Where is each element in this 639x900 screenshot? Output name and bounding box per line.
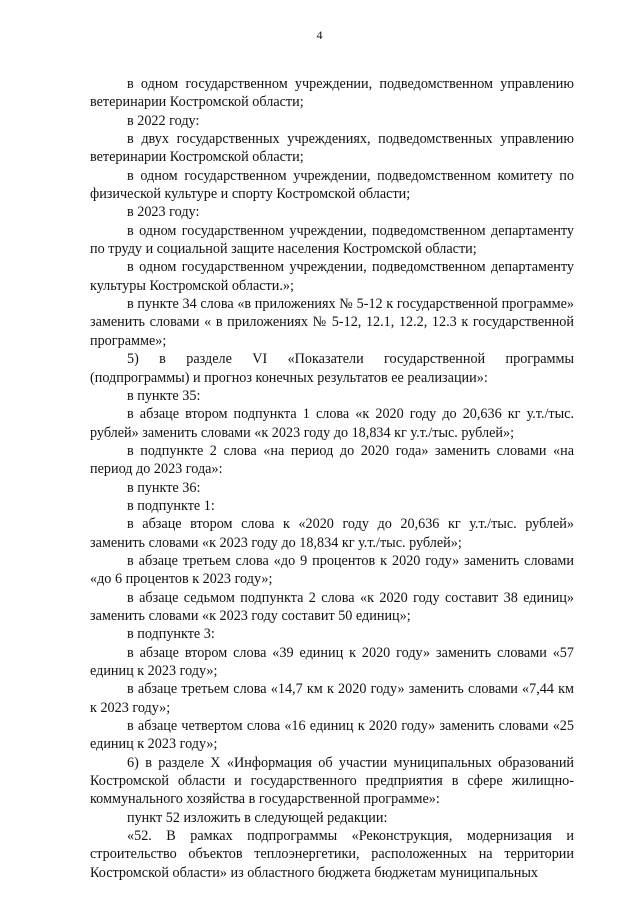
paragraph: в одном государственном учреждении, подведомственном департаменту культуры Костромской области.»; [90, 259, 574, 294]
page-number: 4 [316, 28, 323, 42]
paragraph: в пункте 35: [127, 387, 201, 404]
paragraph: 6) в разделе X «Информация об участии муниципальных образований Костромской области и государственного предприятия в сфере жилищно-коммунального хозяйства в государственной программе»: [90, 754, 574, 808]
paragraph: в абзаце седьмом подпункта 2 слова «к 2020 году составит 38 единиц» заменить словами «к 2023 году составит 50 единиц»; [90, 589, 574, 624]
paragraph: в абзаце четвертом слова «16 единиц к 2020 году» заменить словами «25 единиц к 2023 году»; [90, 718, 574, 753]
paragraph: в одном государственном учреждении, подведомственном департаменту по труду и социальной защите населения Костромской области; [90, 222, 574, 258]
paragraph: в подпункте 3: [127, 626, 215, 643]
paragraph: 5) в разделе VI «Показатели государственной программы (подпрограммы) и прогноз конечных результатов ее реализации»: [90, 351, 574, 386]
paragraph: в одном государственном учреждении, подведомственном комитету по физической культуре и спорту Костромской области; [90, 167, 574, 203]
paragraph: в подпункте 2 слова «на период до 2020 года» заменить словами «на период до 2023 года»: [90, 442, 574, 478]
paragraph: в абзаце третьем слова «14,7 км к 2020 году» заменить словами «7,44 км к 2023 году»; [90, 681, 574, 716]
paragraph: в пункте 34 слова «в приложениях № 5-12 к государственной программе» заменить словами « в приложениях № 5-12, 12.1, 12.2, 12.3 к государственной программе»; [90, 296, 574, 349]
document-body [90, 75, 574, 882]
paragraph: в абзаце втором слова «39 единиц к 2020 году» заменить словами «57 единиц к 2023 году»; [90, 644, 574, 679]
paragraph: в одном государственном учреждении, подведомственном управлению ветеринарии Костромской области; [90, 76, 574, 111]
paragraph: в пункте 36: [127, 479, 201, 496]
paragraph: в абзаце третьем слова «до 9 процентов к 2020 году» заменить словами «до 6 процентов к 2023 году»; [90, 552, 574, 588]
paragraph: в двух государственных учреждениях, подведомственных управлению ветеринарии Костромской области; [90, 131, 574, 166]
paragraph: пункт 52 изложить в следующей редакции: [127, 809, 388, 826]
paragraph: в подпункте 1: [127, 497, 215, 514]
paragraph: в абзаце втором подпункта 1 слова «к 2020 году до 20,636 кг у.т./тыс. рублей» заменить словами «к 2023 году до 18,834 кг у.т./тыс. рублей»; [90, 406, 574, 441]
paragraph: в 2023 году: [127, 204, 200, 221]
paragraph: в абзаце втором слова к «2020 году до 20,636 кг у.т./тыс. рублей» заменить словами «к 2023 году до 18,834 кг у.т./тыс. рублей»; [90, 516, 574, 551]
paragraph: в 2022 году: [127, 112, 200, 129]
paragraph: «52. В рамках подпрограммы «Реконструкция, модернизация и строительство объектов теплоэнергетики, расположенных на территории Костромской области» из областного бюджета бюджетам муниципальных [90, 828, 574, 881]
